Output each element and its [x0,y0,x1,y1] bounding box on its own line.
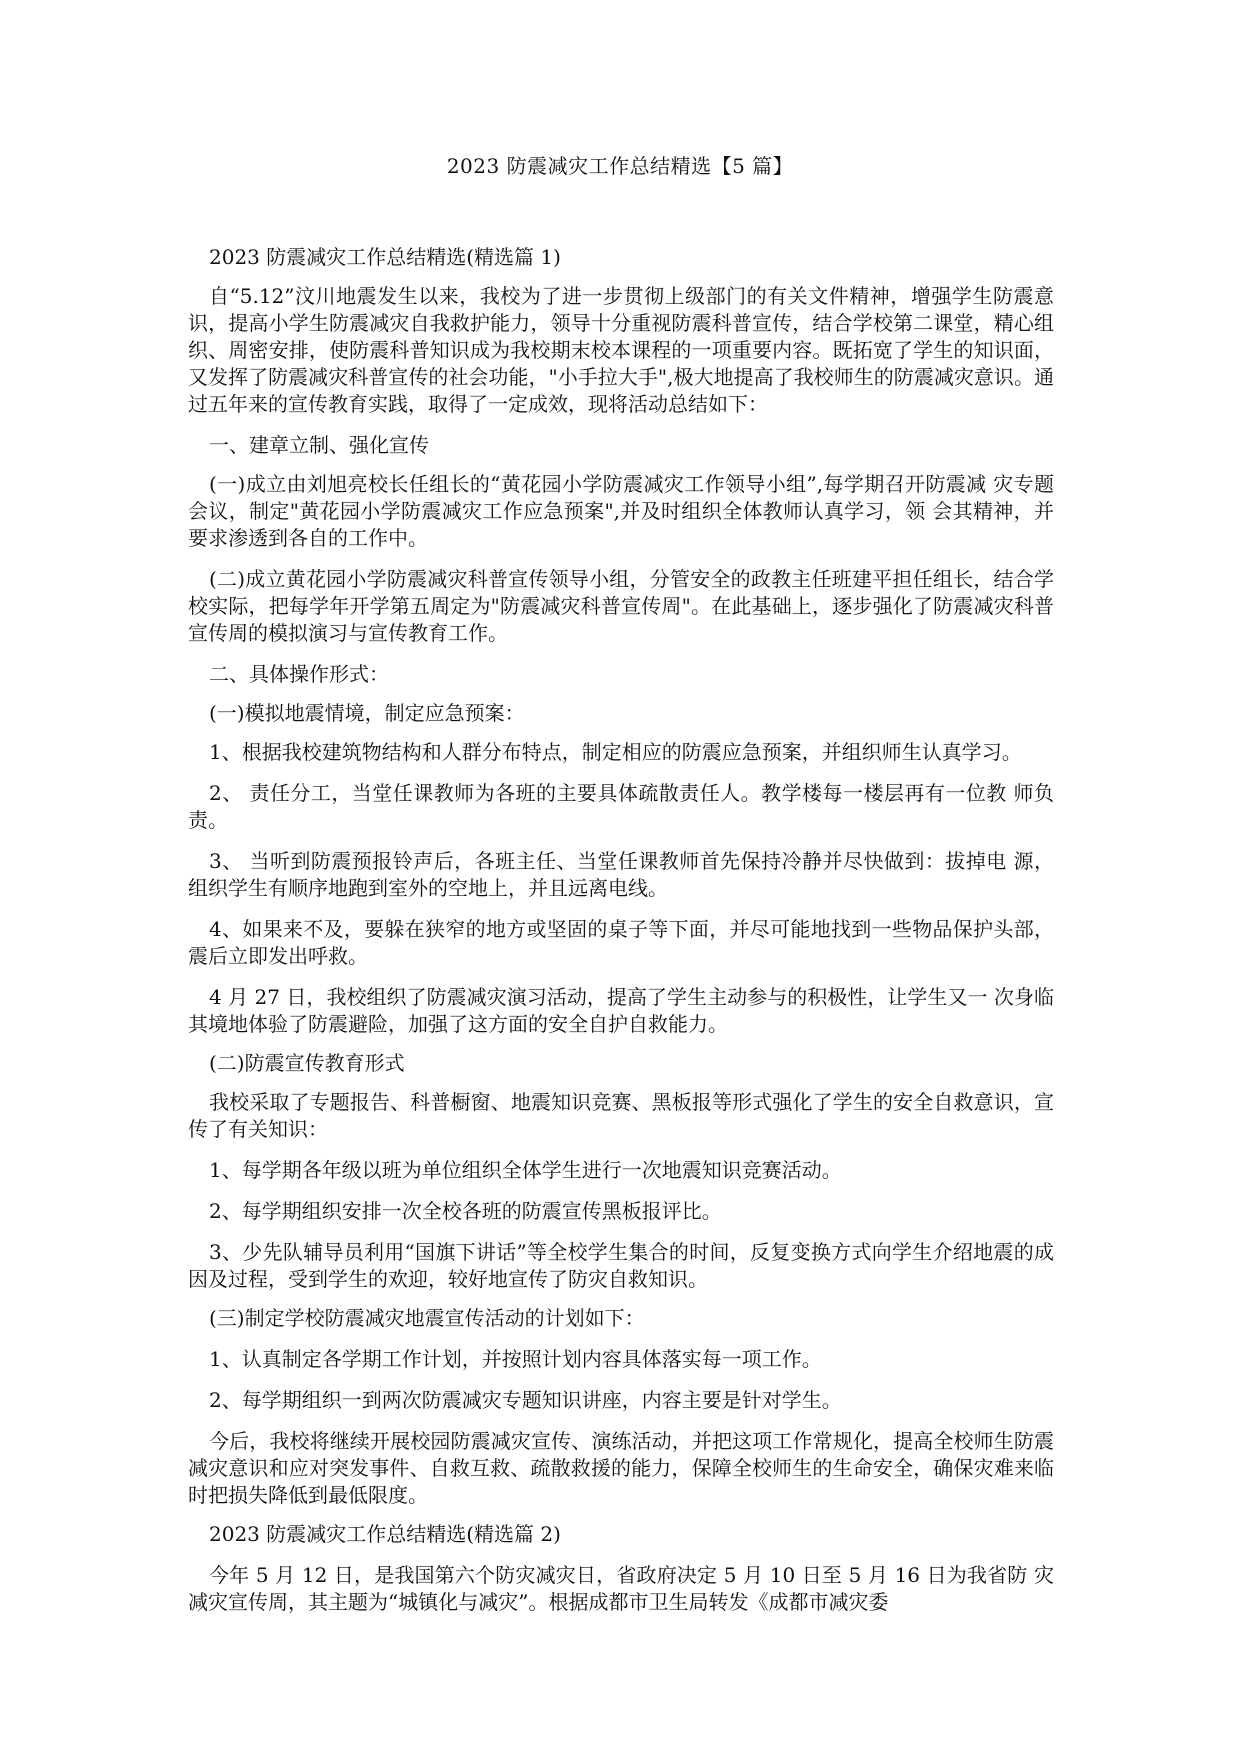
document-title: 2023 防震减灾工作总结精选【5 篇】 [446,154,794,178]
subheading: 二、具体操作形式： [209,662,389,686]
subheading: (三)制定学校防震减灾地震宣传活动的计划如下： [209,1306,645,1330]
paragraph: 自“5.12”汶川地震发生以来，我校为了进一步贯彻上级部门的有关文件精神，增强学生防震意识，提高小学生防震减灾自我救护能力，领导十分重视防震科普宣传，结合学校第二课堂，精心组织、周密安排，使防震科普知识成为我校期末校本课程的一项重要内容。既拓宽了学生的知识面，又发挥了防震减灾科普宣传的社会功能，"小手拉大手",极大地提高了我校师生的防震减灾意识。通过五年来的宣传教育实践，取得了一定成效，现将活动总结如下： [188,284,1054,416]
paragraph: 今年 5 月 12 日，是我国第六个防灾减灾日，省政府决定 5 月 10 日至 5 月 16 日为我省防 灾减灾宣传周，其主题为“城镇化与减灾”。根据成都市卫生局转发《成都市减灾委 [188,1563,1054,1614]
document-body [188,244,1054,1630]
subheading: 一、建章立制、强化宣传 [209,433,429,457]
list-item: 1、认真制定各学期工作计划，并按照计划内容具体落实每一项工作。 [209,1347,822,1371]
list-item: 1、每学期各年级以班为单位组织全体学生进行一次地震知识竞赛活动。 [209,1158,842,1182]
list-item: 2、 责任分工，当堂任课教师为各班的主要具体疏散责任人。教学楼每一楼层再有一位教 师负责。 [188,781,1054,832]
paragraph: 我校采取了专题报告、科普橱窗、地震知识竞赛、黑板报等形式强化了学生的安全自救意识，宣传了有关知识： [188,1090,1054,1141]
paragraph: (二)成立黄花园小学防震减灾科普宣传领导小组，分管安全的政教主任班建平担任组长，结合学校实际，把每学年开学第五周定为"防震减灾科普宣传周"。在此基础上，逐步强化了防震减灾科普宣传周的模拟演习与宣传教育工作。 [188,567,1054,645]
paragraph: 今后，我校将继续开展校园防震减灾宣传、演练活动，并把这项工作常规化，提高全校师生防震减灾意识和应对突发事件、自救互救、疏散救援的能力，保障全校师生的生命安全，确保灾难来临时把损失降低到最低限度。 [188,1429,1054,1507]
subheading: (二)防震宣传教育形式 [209,1051,405,1075]
list-item: 3、少先队辅导员利用“国旗下讲话”等全校学生集合的时间，反复变换方式向学生介绍地震的成因及过程，受到学生的欢迎，较好地宣传了防灾自救知识。 [188,1240,1054,1291]
list-item: 3、 当听到防震预报铃声后，各班主任、当堂任课教师首先保持冷静并尽快做到：拔掉电 源，组织学生有顺序地跑到室外的空地上，并且远离电线。 [188,849,1054,900]
list-item: 4、如果来不及，要躲在狭窄的地方或坚固的桌子等下面，并尽可能地找到一些物品保护头部，震后立即发出呼救。 [188,917,1054,968]
list-item: 2、每学期组织一到两次防震减灾专题知识讲座，内容主要是针对学生。 [209,1388,842,1412]
subheading: (一)模拟地震情境，制定应急预案： [209,701,525,725]
paragraph: 4 月 27 日，我校组织了防震减灾演习活动，提高了学生主动参与的积极性，让学生又一 次身临其境地体验了防震避险，加强了这方面的安全自护自救能力。 [188,985,1054,1036]
list-item: 2、每学期组织安排一次全校各班的防震宣传黑板报评比。 [209,1199,722,1223]
section-heading-1: 2023 防震减灾工作总结精选(精选篇 1) [209,245,561,269]
paragraph: (一)成立由刘旭亮校长任组长的“黄花园小学防震减灾工作领导小组”,每学期召开防震减 灾专题会议，制定"黄花园小学防震减灾工作应急预案",并及时组织全体教师认真学习，领 会其精神，并要求渗透到各自的工作中。 [188,472,1054,550]
section-heading-2: 2023 防震减灾工作总结精选(精选篇 2) [209,1522,561,1546]
list-item: 1、根据我校建筑物结构和人群分布特点，制定相应的防震应急预案，并组织师生认真学习。 [209,740,1022,764]
